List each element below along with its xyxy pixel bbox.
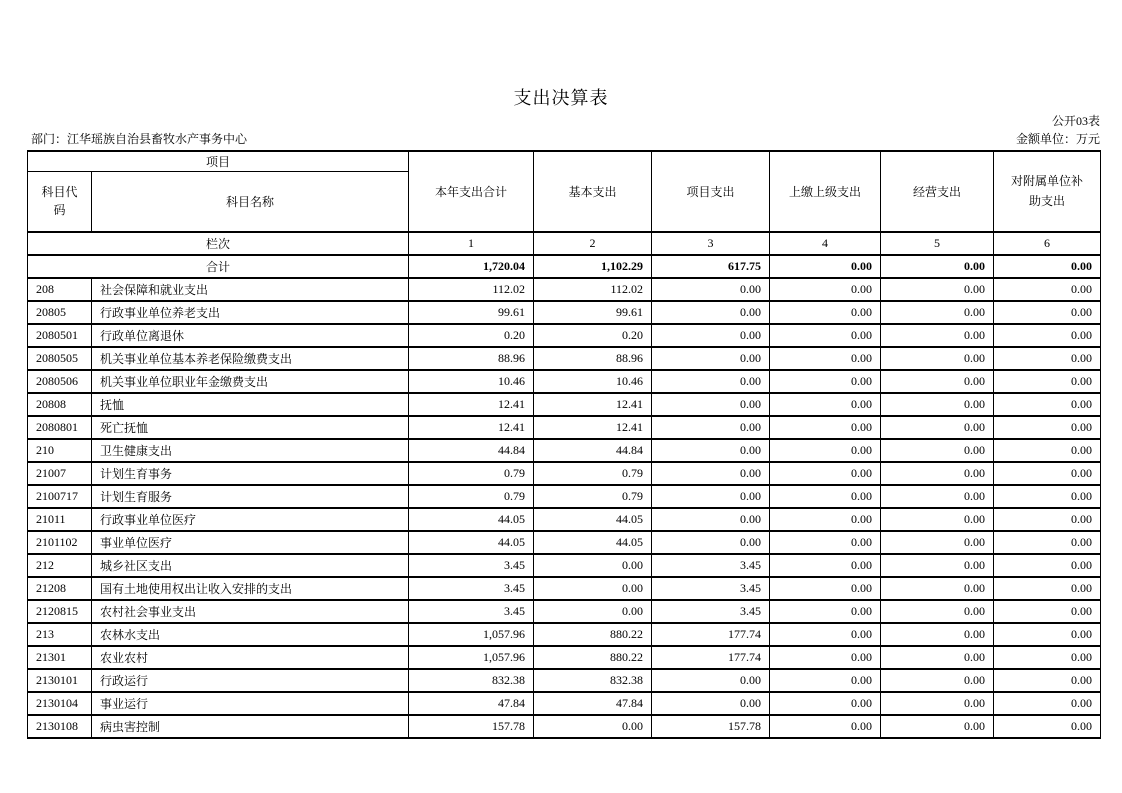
value-cell: 0.00	[770, 485, 881, 508]
header-operating-expenditure: 经营支出	[881, 151, 994, 232]
header-row-group	[28, 151, 1101, 172]
subject-code: 208	[28, 278, 92, 301]
value-cell: 99.61	[534, 301, 652, 324]
value-cell: 0.00	[652, 393, 770, 416]
value-cell: 880.22	[534, 646, 652, 669]
table-row	[28, 577, 1101, 600]
value-cell: 44.05	[409, 508, 534, 531]
value-cell: 44.05	[534, 531, 652, 554]
table-row	[28, 646, 1101, 669]
amount-unit-label: 金额单位：万元	[1015, 132, 1100, 146]
value-cell: 0.00	[652, 485, 770, 508]
value-cell: 0.79	[534, 462, 652, 485]
value-cell: 1,057.96	[409, 623, 534, 646]
value-cell: 3.45	[652, 554, 770, 577]
value-cell: 617.75	[652, 255, 770, 278]
value-cell: 0.00	[770, 669, 881, 692]
value-cell: 157.78	[409, 715, 534, 738]
subject-name: 农林水支出	[92, 623, 409, 646]
header-subject-name: 科目名称	[92, 172, 409, 233]
value-cell: 0.00	[994, 255, 1101, 278]
value-cell: 0.00	[652, 462, 770, 485]
value-cell: 0.00	[994, 715, 1101, 738]
subject-name: 农业农村	[92, 646, 409, 669]
value-cell: 0.00	[770, 393, 881, 416]
value-cell: 3.45	[409, 554, 534, 577]
header-row-index	[28, 232, 1101, 255]
value-cell: 0.00	[770, 347, 881, 370]
value-cell: 0.00	[881, 577, 994, 600]
value-cell: 0.00	[652, 508, 770, 531]
value-cell: 0.00	[534, 577, 652, 600]
index-col-4: 4	[770, 232, 881, 255]
value-cell: 0.00	[770, 577, 881, 600]
value-cell: 0.00	[770, 370, 881, 393]
value-cell: 0.00	[881, 301, 994, 324]
subject-code: 210	[28, 439, 92, 462]
subject-code: 21011	[28, 508, 92, 531]
total-row	[28, 255, 1101, 278]
subject-name: 社会保障和就业支出	[92, 278, 409, 301]
subject-code: 2101102	[28, 531, 92, 554]
value-cell: 0.00	[881, 669, 994, 692]
subject-code: 2130101	[28, 669, 92, 692]
subject-name: 事业单位医疗	[92, 531, 409, 554]
value-cell: 0.00	[881, 623, 994, 646]
table-row	[28, 278, 1101, 301]
value-cell: 0.00	[994, 600, 1101, 623]
value-cell: 10.46	[534, 370, 652, 393]
subject-name: 抚恤	[92, 393, 409, 416]
value-cell: 0.00	[770, 600, 881, 623]
table-row	[28, 531, 1101, 554]
value-cell: 112.02	[534, 278, 652, 301]
value-cell: 44.05	[409, 531, 534, 554]
value-cell: 0.00	[770, 462, 881, 485]
header-subsidy-expenditure-text: 对附属单位补助支出	[1011, 174, 1084, 208]
value-cell: 177.74	[652, 646, 770, 669]
table-row	[28, 370, 1101, 393]
value-cell: 0.00	[652, 439, 770, 462]
value-cell: 0.00	[994, 692, 1101, 715]
value-cell: 47.84	[409, 692, 534, 715]
subject-name: 国有土地使用权出让收入安排的支出	[92, 577, 409, 600]
value-cell: 832.38	[409, 669, 534, 692]
subject-code: 2100717	[28, 485, 92, 508]
subject-code: 20808	[28, 393, 92, 416]
subject-code: 2120815	[28, 600, 92, 623]
value-cell: 44.84	[534, 439, 652, 462]
table-header	[28, 151, 1101, 255]
value-cell: 0.00	[652, 370, 770, 393]
value-cell: 88.96	[409, 347, 534, 370]
value-cell: 1,057.96	[409, 646, 534, 669]
subject-code: 213	[28, 623, 92, 646]
table-body	[28, 255, 1101, 738]
value-cell: 0.00	[994, 393, 1101, 416]
value-cell: 0.00	[994, 485, 1101, 508]
expenditure-table	[27, 150, 1101, 739]
value-cell: 0.00	[770, 301, 881, 324]
value-cell: 0.00	[881, 347, 994, 370]
value-cell: 88.96	[534, 347, 652, 370]
subject-code: 21301	[28, 646, 92, 669]
header-subject-code: 科目代码	[28, 172, 92, 233]
index-col-6: 6	[994, 232, 1101, 255]
subject-name: 行政运行	[92, 669, 409, 692]
table-row	[28, 623, 1101, 646]
subject-name: 计划生育事务	[92, 462, 409, 485]
department-label: 部门：江华瑶族自治县畜牧水产事务中心	[31, 132, 248, 146]
value-cell: 0.00	[770, 255, 881, 278]
table-row	[28, 600, 1101, 623]
index-label: 栏次	[28, 232, 409, 255]
value-cell: 0.00	[770, 416, 881, 439]
value-cell: 0.00	[881, 462, 994, 485]
value-cell: 3.45	[409, 600, 534, 623]
table-row	[28, 347, 1101, 370]
value-cell: 0.00	[652, 416, 770, 439]
index-col-5: 5	[881, 232, 994, 255]
value-cell: 44.05	[534, 508, 652, 531]
value-cell: 177.74	[652, 623, 770, 646]
value-cell: 0.00	[881, 646, 994, 669]
table-row	[28, 485, 1101, 508]
value-cell: 0.79	[534, 485, 652, 508]
value-cell: 0.00	[881, 554, 994, 577]
header-basic-expenditure: 基本支出	[534, 151, 652, 232]
subject-name: 农村社会事业支出	[92, 600, 409, 623]
value-cell: 0.00	[994, 623, 1101, 646]
value-cell: 3.45	[409, 577, 534, 600]
value-cell: 0.00	[770, 692, 881, 715]
value-cell: 157.78	[652, 715, 770, 738]
value-cell: 1,102.29	[534, 255, 652, 278]
value-cell: 44.84	[409, 439, 534, 462]
value-cell: 0.00	[994, 301, 1101, 324]
value-cell: 0.00	[770, 646, 881, 669]
value-cell: 0.00	[652, 324, 770, 347]
value-cell: 0.00	[881, 324, 994, 347]
value-cell: 0.00	[881, 439, 994, 462]
subject-code: 2080501	[28, 324, 92, 347]
value-cell: 12.41	[409, 416, 534, 439]
subject-code: 2080506	[28, 370, 92, 393]
value-cell: 0.00	[994, 370, 1101, 393]
value-cell: 0.00	[881, 393, 994, 416]
subject-name: 行政事业单位医疗	[92, 508, 409, 531]
table-row	[28, 554, 1101, 577]
value-cell: 0.00	[770, 439, 881, 462]
value-cell: 0.00	[881, 416, 994, 439]
value-cell: 832.38	[534, 669, 652, 692]
header-total-expenditure: 本年支出合计	[409, 151, 534, 232]
value-cell: 3.45	[652, 600, 770, 623]
subject-code: 2130104	[28, 692, 92, 715]
subject-code: 21007	[28, 462, 92, 485]
value-cell: 0.00	[652, 301, 770, 324]
table-row	[28, 669, 1101, 692]
value-cell: 0.79	[409, 462, 534, 485]
subject-code: 20805	[28, 301, 92, 324]
value-cell: 0.00	[881, 531, 994, 554]
subject-code: 2080505	[28, 347, 92, 370]
subject-code: 2130108	[28, 715, 92, 738]
value-cell: 0.00	[652, 347, 770, 370]
value-cell: 12.41	[534, 416, 652, 439]
table-row	[28, 324, 1101, 347]
value-cell: 0.00	[534, 554, 652, 577]
value-cell: 0.00	[881, 278, 994, 301]
value-cell: 0.00	[534, 600, 652, 623]
value-cell: 0.00	[770, 278, 881, 301]
value-cell: 0.00	[994, 278, 1101, 301]
value-cell: 0.00	[652, 692, 770, 715]
subject-name: 卫生健康支出	[92, 439, 409, 462]
subject-name: 行政单位离退休	[92, 324, 409, 347]
value-cell: 0.00	[652, 531, 770, 554]
value-cell: 10.46	[409, 370, 534, 393]
table-row	[28, 462, 1101, 485]
value-cell: 0.00	[770, 554, 881, 577]
subject-name: 病虫害控制	[92, 715, 409, 738]
value-cell: 12.41	[534, 393, 652, 416]
subject-name: 事业运行	[92, 692, 409, 715]
subject-name: 机关事业单位基本养老保险缴费支出	[92, 347, 409, 370]
table-row	[28, 393, 1101, 416]
index-col-1: 1	[409, 232, 534, 255]
value-cell: 0.00	[652, 278, 770, 301]
value-cell: 0.00	[881, 600, 994, 623]
header-upturned-expenditure: 上缴上级支出	[770, 151, 881, 232]
subject-name: 机关事业单位职业年金缴费支出	[92, 370, 409, 393]
index-col-2: 2	[534, 232, 652, 255]
value-cell: 0.00	[994, 347, 1101, 370]
table-row	[28, 439, 1101, 462]
value-cell: 3.45	[652, 577, 770, 600]
subject-code: 212	[28, 554, 92, 577]
value-cell: 112.02	[409, 278, 534, 301]
value-cell: 0.00	[994, 554, 1101, 577]
value-cell: 0.00	[994, 439, 1101, 462]
page-title: 支出决算表	[513, 88, 609, 108]
subject-name: 死亡抚恤	[92, 416, 409, 439]
value-cell: 0.00	[881, 485, 994, 508]
subject-name: 计划生育服务	[92, 485, 409, 508]
value-cell: 0.79	[409, 485, 534, 508]
value-cell: 0.00	[770, 508, 881, 531]
value-cell: 0.00	[770, 324, 881, 347]
subject-code: 2080801	[28, 416, 92, 439]
value-cell: 0.20	[534, 324, 652, 347]
subject-name: 城乡社区支出	[92, 554, 409, 577]
subject-code: 21208	[28, 577, 92, 600]
value-cell: 0.00	[994, 646, 1101, 669]
value-cell: 0.00	[994, 416, 1101, 439]
table-row	[28, 692, 1101, 715]
table-row	[28, 301, 1101, 324]
form-number: 公开03表	[1051, 114, 1100, 128]
header-subsidy-expenditure	[994, 151, 1101, 232]
value-cell: 0.00	[652, 669, 770, 692]
header-project-expenditure: 项目支出	[652, 151, 770, 232]
table-row	[28, 508, 1101, 531]
value-cell: 0.00	[994, 462, 1101, 485]
value-cell: 880.22	[534, 623, 652, 646]
value-cell: 0.00	[770, 623, 881, 646]
meta-line	[27, 130, 1100, 147]
row-label: 合计	[28, 255, 409, 278]
value-cell: 0.00	[881, 370, 994, 393]
value-cell: 0.00	[994, 508, 1101, 531]
header-project-group: 项目	[28, 151, 409, 172]
value-cell: 0.00	[994, 531, 1101, 554]
value-cell: 0.00	[994, 324, 1101, 347]
value-cell: 1,720.04	[409, 255, 534, 278]
value-cell: 0.00	[770, 715, 881, 738]
value-cell: 0.00	[881, 255, 994, 278]
value-cell: 0.00	[534, 715, 652, 738]
value-cell: 0.20	[409, 324, 534, 347]
index-col-3: 3	[652, 232, 770, 255]
value-cell: 0.00	[881, 715, 994, 738]
value-cell: 0.00	[881, 692, 994, 715]
value-cell: 99.61	[409, 301, 534, 324]
value-cell: 47.84	[534, 692, 652, 715]
table-row	[28, 715, 1101, 738]
value-cell: 12.41	[409, 393, 534, 416]
value-cell: 0.00	[881, 508, 994, 531]
value-cell: 0.00	[994, 577, 1101, 600]
table-row	[28, 416, 1101, 439]
value-cell: 0.00	[994, 669, 1101, 692]
subject-name: 行政事业单位养老支出	[92, 301, 409, 324]
value-cell: 0.00	[770, 531, 881, 554]
